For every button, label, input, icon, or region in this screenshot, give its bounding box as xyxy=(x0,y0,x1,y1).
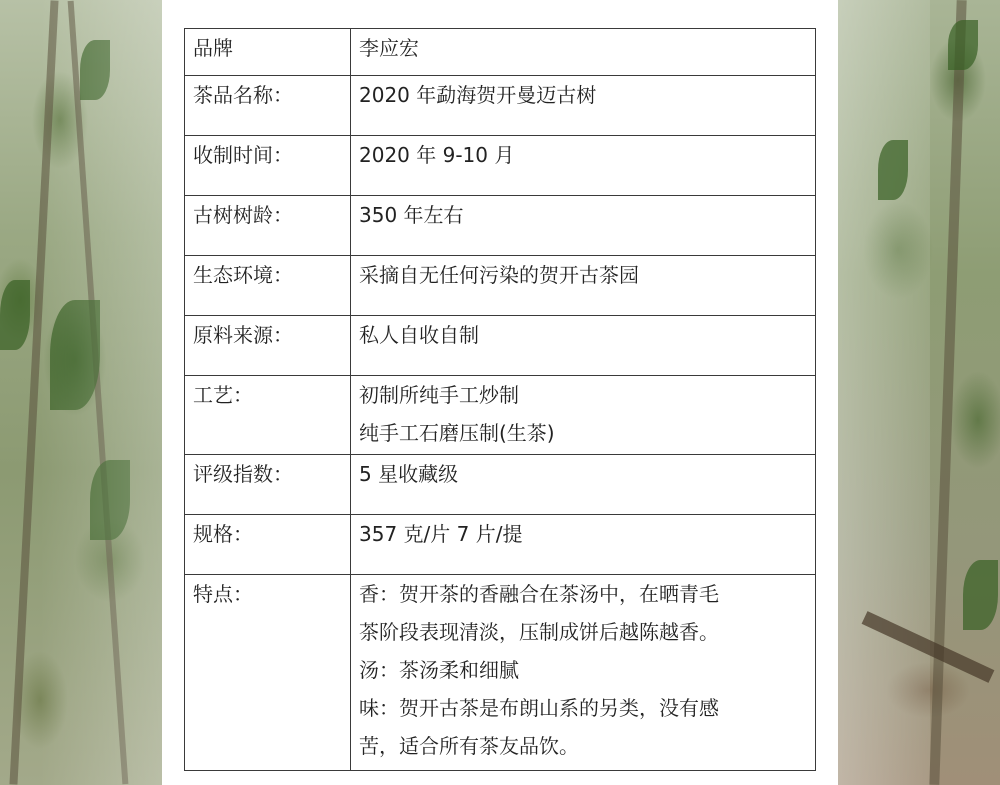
value-line: 初制所纯手工炒制 xyxy=(359,383,519,407)
table-row xyxy=(185,316,816,376)
row-label-craft: 工艺： xyxy=(185,376,351,455)
row-label-material-source: 原料来源： xyxy=(185,316,351,376)
row-value-environment xyxy=(351,256,816,316)
table-row xyxy=(185,76,816,136)
row-value-material-source xyxy=(351,316,816,376)
value-line: 茶阶段表现清淡，压制成饼后越陈越香。 xyxy=(359,620,719,644)
row-value-features xyxy=(351,575,816,771)
row-label-rating: 评级指数： xyxy=(185,455,351,515)
row-label-harvest-time: 收制时间： xyxy=(185,136,351,196)
row-value-tea-name xyxy=(351,76,816,136)
leaf xyxy=(948,20,978,70)
row-value-harvest-time xyxy=(351,136,816,196)
value-line: 采摘自无任何污染的贺开古茶园 xyxy=(359,263,639,287)
value-line: 350 年左右 xyxy=(359,203,464,227)
table-row xyxy=(185,196,816,256)
row-label-spec: 规格： xyxy=(185,515,351,575)
leaf xyxy=(878,140,908,200)
value-line: 2020 年勐海贺开曼迈古树 xyxy=(359,83,597,107)
leaf xyxy=(50,300,100,410)
value-line: 5 星收藏级 xyxy=(359,462,459,486)
row-value-rating xyxy=(351,455,816,515)
value-line: 纯手工石磨压制(生茶) xyxy=(359,421,555,445)
left-forest-photo xyxy=(0,0,162,785)
row-label-tea-name: 茶品名称： xyxy=(185,76,351,136)
right-forest-photo xyxy=(838,0,1000,785)
row-label-environment: 生态环境： xyxy=(185,256,351,316)
value-line: 香：贺开茶的香融合在茶汤中，在晒青毛 xyxy=(359,582,719,606)
row-label-tree-age: 古树树龄： xyxy=(185,196,351,256)
row-value-spec xyxy=(351,515,816,575)
tree-trunk xyxy=(68,1,129,785)
row-label-features: 特点： xyxy=(185,575,351,771)
leaf xyxy=(80,40,110,100)
table-row xyxy=(185,29,816,76)
row-value-brand xyxy=(351,29,816,76)
leaf xyxy=(90,460,130,540)
value-line: 苦，适合所有茶友品饮。 xyxy=(359,734,579,758)
value-line: 私人自收自制 xyxy=(359,323,479,347)
tree-trunk xyxy=(9,0,58,784)
row-label-brand: 品牌 xyxy=(185,29,351,76)
tea-info-table xyxy=(184,28,816,771)
value-line: 汤：茶汤柔和细腻 xyxy=(359,658,519,682)
value-line: 李应宏 xyxy=(359,36,419,60)
table-row xyxy=(185,575,816,771)
value-line: 味：贺开古茶是布朗山系的另类，没有感 xyxy=(359,696,719,720)
leaf xyxy=(963,560,998,630)
table-row xyxy=(185,376,816,455)
table-row xyxy=(185,515,816,575)
row-value-craft xyxy=(351,376,816,455)
row-value-tree-age xyxy=(351,196,816,256)
table-row xyxy=(185,455,816,515)
table-row xyxy=(185,136,816,196)
leaf xyxy=(0,280,30,350)
value-line: 2020 年 9-10 月 xyxy=(359,143,515,167)
value-line: 357 克/片 7 片/提 xyxy=(359,522,523,546)
table-row xyxy=(185,256,816,316)
